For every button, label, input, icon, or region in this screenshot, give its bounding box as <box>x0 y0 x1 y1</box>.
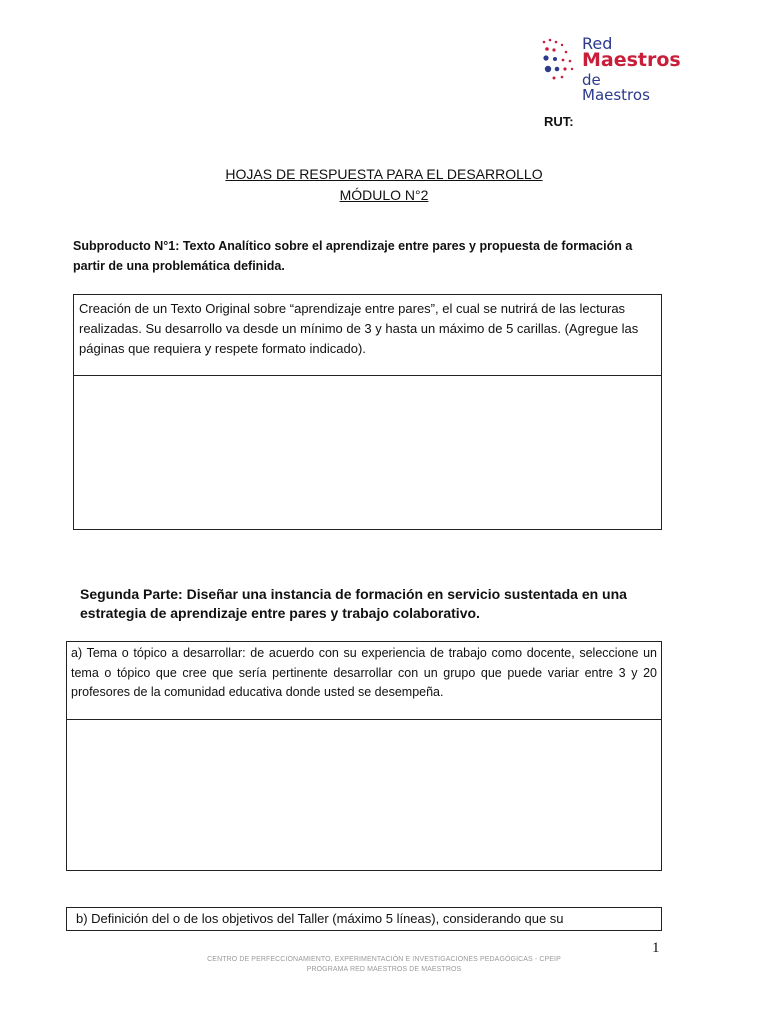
rut-label: RUT: <box>544 114 574 129</box>
logo-text-red: Red <box>582 34 613 53</box>
objectives-box <box>66 907 662 931</box>
topic-box <box>66 641 662 871</box>
module-title: MÓDULO N°2 <box>339 187 429 203</box>
footer-institution: CENTRO DE PERFECCIONAMIENTO, EXPERIMENTACIÓN E INVESTIGACIONES PEDAGÓGICAS - CPEIP <box>207 956 561 963</box>
logo-dots-icon <box>538 36 582 86</box>
document-title: HOJAS DE RESPUESTA PARA EL DESARROLLO <box>225 166 543 182</box>
text-analysis-box <box>73 294 662 530</box>
logo-text-maestros: Maestros <box>582 49 681 71</box>
part-two-heading: Segunda Parte: Diseñar una instancia de formación en servicio sustentada en una estrategia de aprendizaje entre pares y trabajo colaborativo. <box>80 586 627 621</box>
footer-program: PROGRAMA RED MAESTROS DE MAESTROS <box>306 966 462 973</box>
topic-answer-area[interactable] <box>67 720 661 870</box>
topic-instructions: a) Tema o tópico a desarrollar: de acuerdo con su experiencia de trabajo como docente, seleccione un tema o tópico que cree que sería pertinente desarrollar con un grupo que puede variar entre 3 y 20 profesores de la comunidad educativa donde usted se desempeña. <box>67 642 661 720</box>
text-analysis-instructions: Creación de un Texto Original sobre “aprendizaje entre pares”, el cual se nutrirá de las lecturas realizadas. Su desarrollo va desde un mínimo de 3 y hasta un máximo de 5 carillas. (Agregue las páginas que requiera y respete formato indicado). <box>74 295 661 376</box>
page-number: 1 <box>652 940 660 956</box>
subproduct-heading: Subproducto N°1: Texto Analítico sobre el aprendizaje entre pares y propuesta de formación a partir de una problemática definida. <box>73 239 633 273</box>
logo-text-de-maestros: de Maestros <box>582 71 650 104</box>
logo <box>538 34 681 104</box>
text-analysis-answer-area[interactable] <box>74 376 661 529</box>
objectives-instructions: b) Definición del o de los objetivos del Taller (máximo 5 líneas), considerando que su <box>76 911 564 926</box>
